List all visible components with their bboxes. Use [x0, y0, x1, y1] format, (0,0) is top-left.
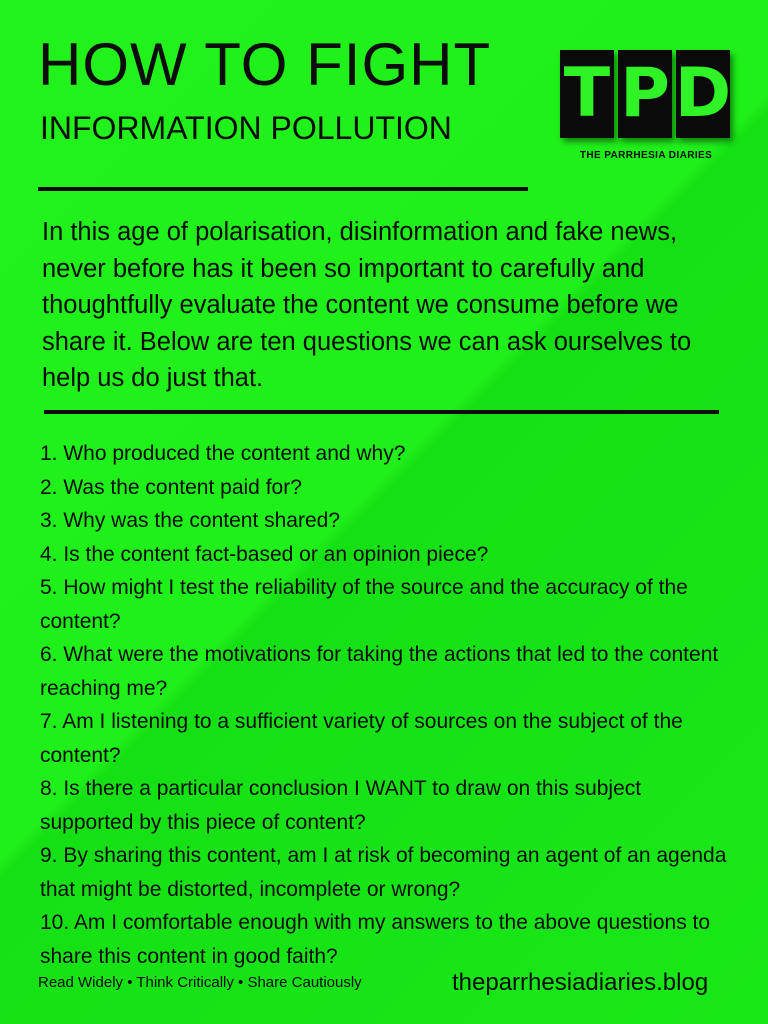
footer-tagline: Read Widely • Think Critically • Share Cautiously: [38, 974, 362, 991]
logo-letter-t: T: [560, 50, 614, 138]
question-item: 9. By sharing this content, am I at risk of becoming an agent of an agenda that might be distorted, incomplete or wrong?: [40, 844, 727, 901]
title-divider: [38, 187, 528, 191]
questions-list: [40, 437, 740, 973]
logo-caption: THE PARRHESIA DIARIES: [579, 150, 713, 161]
page-subtitle: INFORMATION POLLUTION: [40, 110, 452, 146]
logo-letter-p: P: [618, 50, 672, 138]
question-item: 4. Is the content fact-based or an opinion piece?: [40, 542, 489, 566]
question-item: 10. Am I comfortable enough with my answers to the above questions to share this content in good faith?: [40, 911, 711, 968]
tpd-logo: [560, 50, 732, 161]
intro-divider: [44, 410, 719, 414]
question-item: 8. Is there a particular conclusion I WANT to draw on this subject supported by this piece of content?: [40, 777, 642, 834]
logo-letter-d: D: [676, 50, 730, 138]
footer-website-link[interactable]: theparrhesiadiaries.blog: [452, 969, 709, 996]
intro-paragraph: In this age of polarisation, disinformation and fake news, never before has it been so important to carefully and thoughtfully evaluate the content we consume before we share it. Below are ten questions we can ask ourselves to help us do just that.: [42, 218, 692, 392]
question-item: 2. Was the content paid for?: [40, 475, 302, 499]
page-title: HOW TO FIGHT: [38, 31, 492, 98]
logo-letters: [560, 50, 732, 138]
question-item: 3. Why was the content shared?: [40, 509, 340, 532]
question-item: 5. How might I test the reliability of the source and the accuracy of the content?: [40, 576, 688, 633]
question-item: 6. What were the motivations for taking the actions that led to the content reaching me?: [40, 643, 719, 700]
question-item: 7. Am I listening to a sufficient variety of sources on the subject of the content?: [40, 710, 683, 767]
question-item: 1. Who produced the content and why?: [40, 442, 406, 465]
